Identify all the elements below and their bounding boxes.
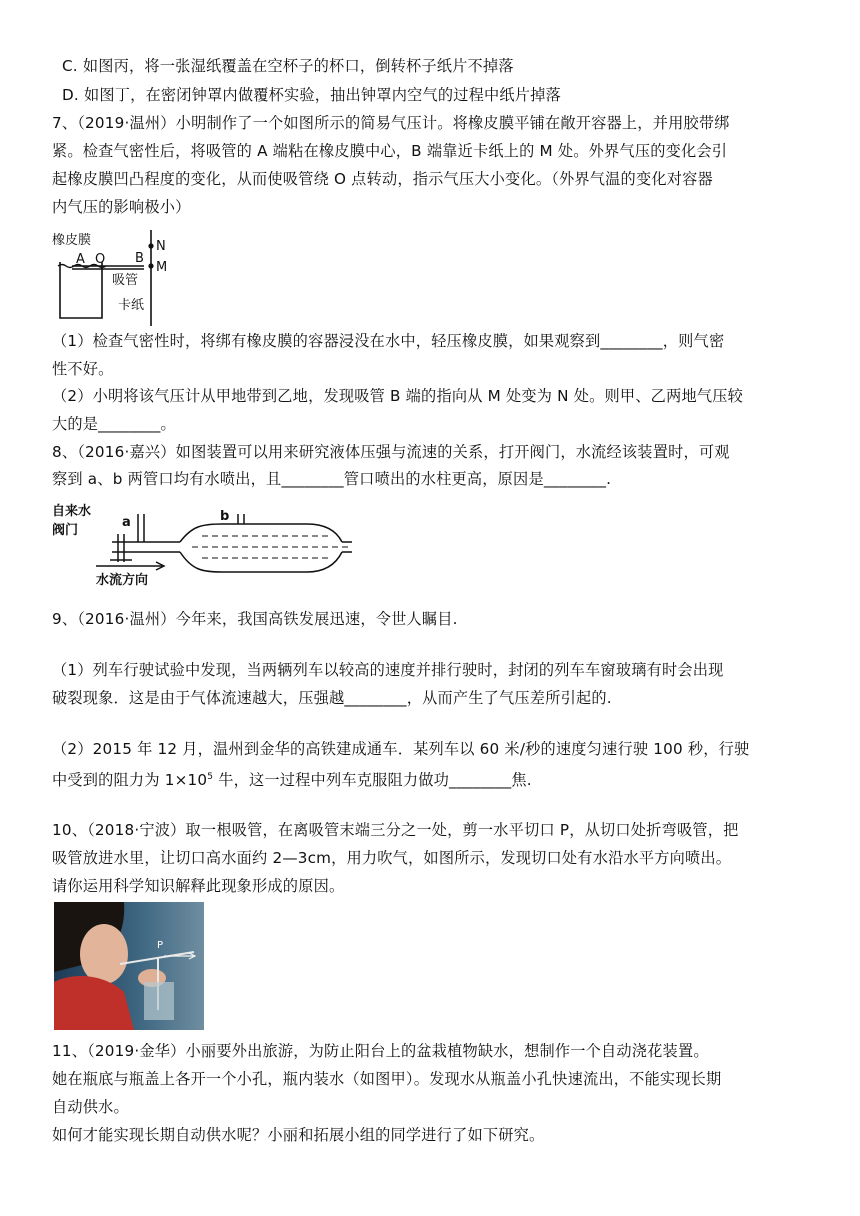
label-b: B <box>135 251 144 266</box>
label-card: 卡纸 <box>118 298 145 313</box>
q9-sub1-line-1: （1）列车行驶试验中发现，当两辆列车以较高的速度并排行驶时，封闭的列车车窗玻璃有时会出现 <box>52 661 724 679</box>
option-c: C. 如图丙，将一张湿纸覆盖在空杯子的杯口，倒转杯子纸片不掉落 <box>62 57 514 75</box>
label-n: N <box>156 239 166 254</box>
label-valve: 阀门 <box>52 523 79 538</box>
label-membrane: 橡皮膜 <box>52 233 92 248</box>
q9-sub2-line-1: （2）2015 年 12 月，温州到金华的高铁建成通车．某列车以 60 米/秒的速度匀速行驶 100 秒，行驶 <box>52 740 750 758</box>
q10-line-1: 10、（2018·宁波）取一根吸管，在离吸管末端三分之一处，剪一水平切口 P，从切口处折弯吸管，把 <box>52 821 739 839</box>
q7-line-2: 紧。检查气密性后，将吸管的 A 端粘在橡皮膜中心，B 端靠近卡纸上的 M 处。外界气压的变化会引 <box>52 142 728 160</box>
q7-sub1-line-1: （1）检查气密性时，将绑有橡皮膜的容器浸没在水中，轻压橡皮膜，如果观察到________，则气密 <box>52 332 725 350</box>
q8-line-2: 察到 a、b 两管口均有水喷出，且________管口喷出的水柱更高，原因是________. <box>52 470 612 488</box>
q7-sub2-line-2: 大的是________。 <box>52 415 176 433</box>
q11-line-4: 如何才能实现长期自动供水呢？小丽和拓展小组的同学进行了如下研究。 <box>52 1126 545 1144</box>
q11-line-2: 她在瓶底与瓶盖上各开一个小孔，瓶内装水（如图甲）。发现水从瓶盖小孔快速流出，不能实现长期 <box>52 1070 722 1088</box>
q7-sub2-line-1: （2）小明将该气压计从甲地带到乙地，发现吸管 B 端的指向从 M 处变为 N 处。则甲、乙两地气压较 <box>52 387 744 405</box>
q9-sub2-line-2: 中受到的阻力为 $1\times 10^5$ 牛，这一过程中列车克服阻力做功________焦. <box>52 771 532 790</box>
q7-sub1-line-2: 性不好。 <box>52 360 114 378</box>
q10-line-3: 请你运用科学知识解释此现象形成的原因。 <box>52 877 345 895</box>
option-d: D. 如图丁，在密闭钟罩内做覆杯实验，抽出钟罩内空气的过程中纸片掉落 <box>62 86 561 104</box>
label-o: O <box>95 252 106 267</box>
q7-line-4: 内气压的影响极小） <box>52 198 191 216</box>
barometer-figure <box>52 226 202 330</box>
label-m: M <box>156 260 168 275</box>
label-flow: 水流方向 <box>96 573 149 588</box>
label-b: b <box>220 509 230 524</box>
q7-line-3: 起橡皮膜凹凸程度的变化，从而使吸管绕 O 点转动，指示气压大小变化。（外界气温的变化对容器 <box>52 170 713 188</box>
q9-sub1-line-2: 破裂现象．这是由于气体流速越大，压强越________，从而产生了气压差所引起的. <box>52 689 612 707</box>
q9-line-1: 9、（2016·温州）今年来，我国高铁发展迅速，令世人瞩目. <box>52 610 458 628</box>
label-straw: 吸管 <box>112 273 139 288</box>
q11-line-1: 11、（2019·金华）小丽要外出旅游，为防止阳台上的盆栽植物缺水，想制作一个自动浇花装置。 <box>52 1042 709 1060</box>
pipe-figure <box>52 500 352 590</box>
q11-line-3: 自动供水。 <box>52 1098 129 1116</box>
q10-line-2: 吸管放进水里，让切口高水面约 2—3cm，用力吹气，如图所示，发现切口处有水沿水平方向喷出。 <box>52 849 732 867</box>
q8-line-1: 8、（2016·嘉兴）如图装置可以用来研究液体压强与流速的关系，打开阀门，水流经该装置时，可观 <box>52 443 730 461</box>
q7-line-1: 7、（2019·温州）小明制作了一个如图所示的简易气压计。将橡皮膜平铺在敞开容器上，并用胶带绑 <box>52 114 730 132</box>
label-a: a <box>122 515 131 530</box>
label-p: P <box>157 940 164 951</box>
label-tap: 自来水 <box>52 504 92 519</box>
straw-photo <box>54 902 204 1030</box>
label-a: A <box>76 252 85 267</box>
